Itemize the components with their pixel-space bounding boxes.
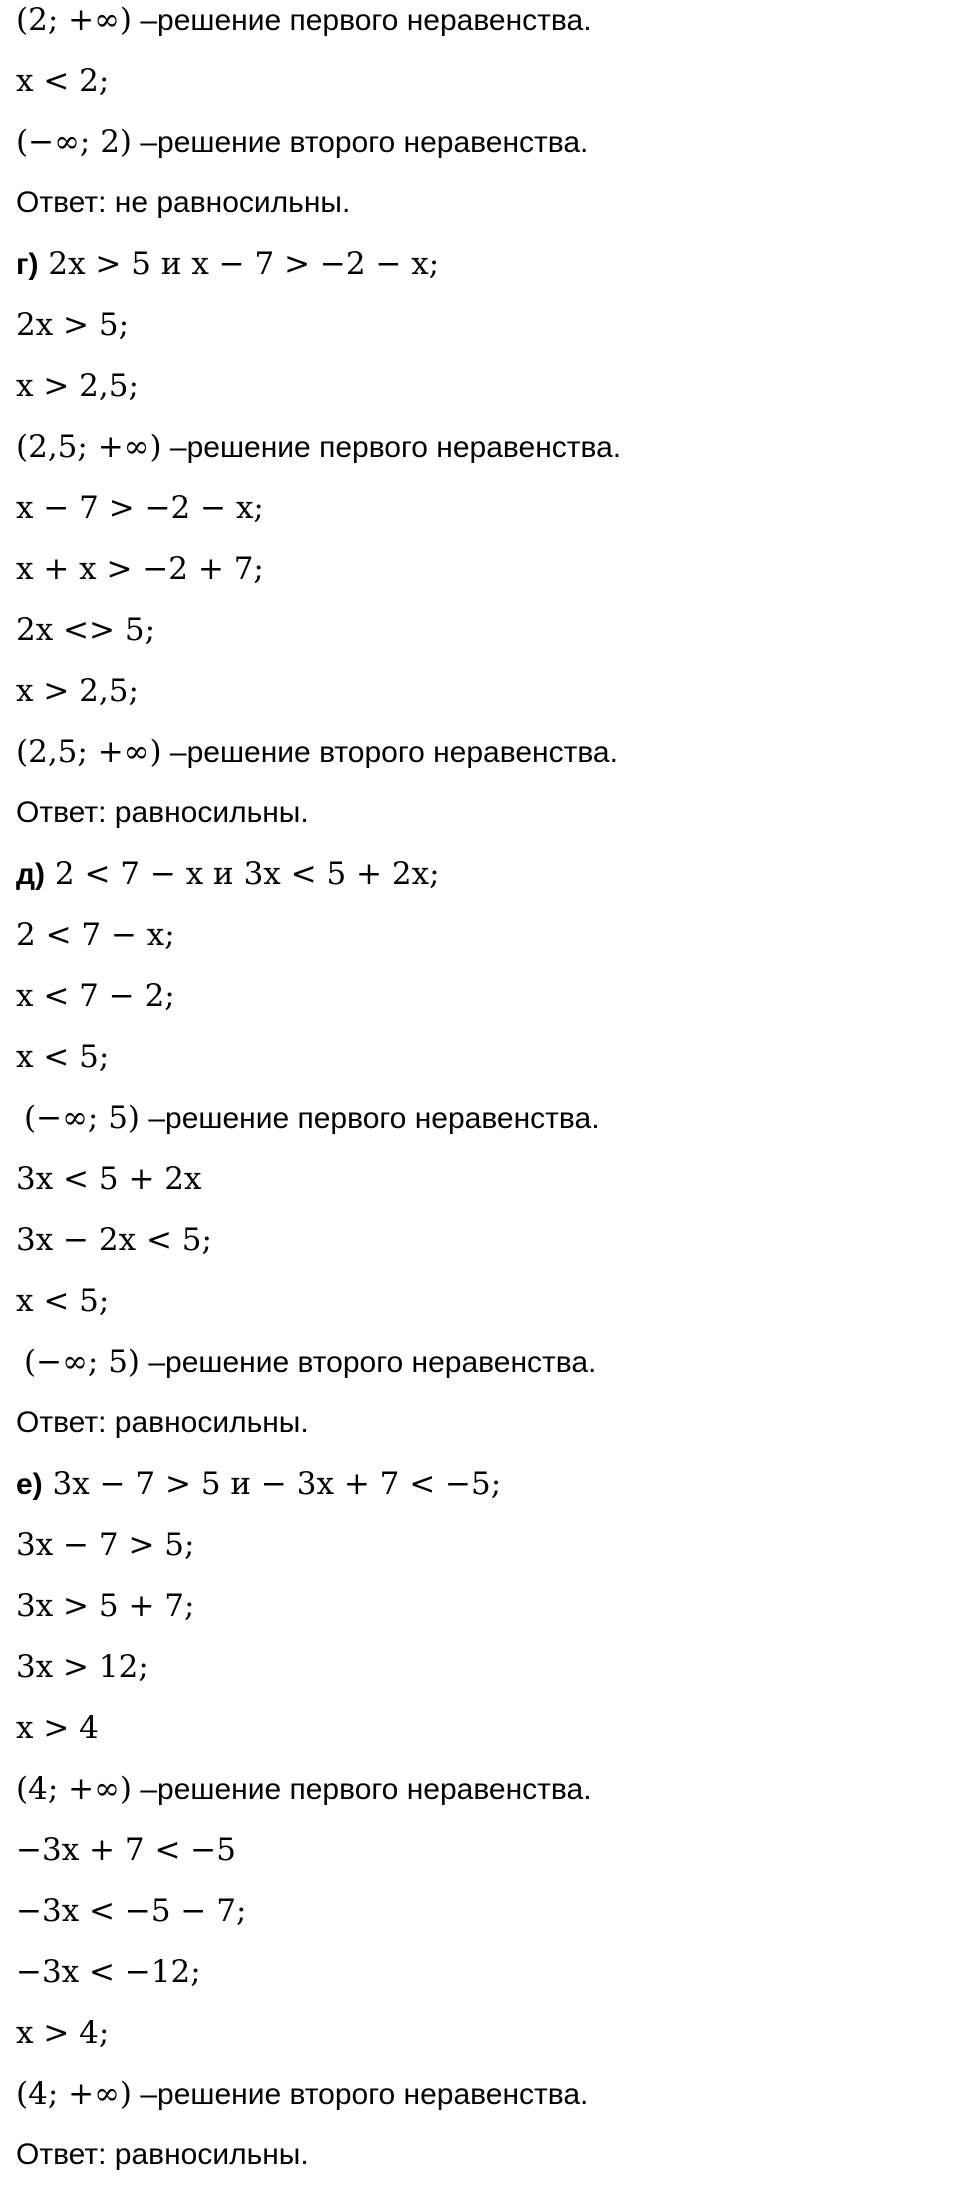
interval-caption: –решение первого неравенства.	[132, 4, 592, 37]
interval: (4; +∞)	[16, 1771, 133, 1807]
interval: (−∞; 5)	[24, 1344, 141, 1380]
solution-line	[16, 671, 139, 711]
solution-line	[16, 122, 588, 162]
interval: (−∞; 2)	[16, 124, 133, 160]
inequality: 2x > 5;	[16, 307, 130, 343]
inequality: x > 2,5;	[16, 673, 139, 709]
interval: (2; +∞)	[16, 2, 133, 38]
inequality: 3x < 5 + 2x	[16, 1161, 202, 1197]
inequality: x < 5;	[16, 1283, 110, 1319]
solution-line	[16, 0, 592, 40]
answer-line	[16, 183, 350, 223]
solution-line	[16, 1159, 202, 1199]
task-heading	[16, 854, 440, 894]
inequality: −3x < −5 − 7;	[16, 1893, 247, 1929]
solution-line	[16, 610, 155, 650]
interval: (−∞; 5)	[24, 1100, 141, 1136]
solution-line	[16, 1525, 194, 1565]
solution-line	[16, 305, 129, 345]
interval: (4; +∞)	[16, 2076, 133, 2112]
solution-line	[16, 366, 139, 406]
solution-line	[16, 732, 618, 772]
inequality: x + x > −2 + 7;	[16, 551, 264, 587]
solution-line	[24, 1342, 596, 1382]
inequality: x < 7 − 2;	[16, 978, 175, 1014]
interval-caption: –решение второго неравенства.	[132, 126, 589, 159]
task-heading	[16, 1464, 501, 1504]
interval-caption: –решение второго неравенства.	[161, 736, 618, 769]
answer-line	[16, 2135, 309, 2175]
interval-caption: –решение первого неравенства.	[140, 1102, 600, 1135]
inequality: −3x < −12;	[16, 1954, 201, 1990]
inequality: x − 7 > −2 − x;	[16, 490, 264, 526]
interval-caption: –решение второго неравенства.	[140, 1346, 597, 1379]
interval-caption: –решение первого неравенства.	[132, 1773, 592, 1806]
solution-line	[16, 61, 109, 101]
inequality: 3x > 5 + 7;	[16, 1588, 195, 1624]
solution-line	[16, 1220, 212, 1260]
solution-line	[16, 2074, 588, 2114]
inequality: x > 4;	[16, 2015, 110, 2051]
solution-line	[16, 1769, 592, 1809]
interval: (2,5; +∞)	[16, 734, 162, 770]
answer-line	[16, 1403, 309, 1443]
solution-line	[16, 1830, 236, 1870]
answer-text: Ответ: равносильны.	[16, 1406, 309, 1439]
solution-line	[16, 1708, 99, 1748]
interval-caption: –решение первого неравенства.	[161, 431, 622, 464]
solution-line	[16, 549, 264, 589]
solution-line	[16, 976, 175, 1016]
answer-text: Ответ: равносильны.	[16, 2138, 309, 2171]
inequality: x < 2;	[16, 63, 110, 99]
inequality: 2x <> 5;	[16, 612, 156, 648]
inequality: 3x > 12;	[16, 1649, 149, 1685]
task-inequalities: 3x − 7 > 5 и − 3x + 7 < −5;	[42, 1466, 502, 1502]
solution-line	[16, 427, 621, 467]
solution-line	[16, 1586, 194, 1626]
task-label: е)	[16, 1468, 43, 1501]
inequality: 2 < 7 − x;	[16, 917, 175, 953]
task-heading	[16, 244, 439, 284]
solution-line	[16, 488, 264, 528]
solution-line	[16, 1037, 109, 1077]
task-inequalities: 2x > 5 и x − 7 > −2 − x;	[38, 246, 440, 282]
task-label: г)	[16, 248, 39, 281]
answer-text: Ответ: равносильны.	[16, 796, 309, 829]
inequality: −3x + 7 < −5	[16, 1832, 236, 1868]
inequality: x < 5;	[16, 1039, 110, 1075]
answer-text: Ответ: не равносильны.	[16, 186, 351, 219]
solution-line	[24, 1098, 600, 1138]
inequality: 3x − 7 > 5;	[16, 1527, 195, 1563]
answer-line	[16, 793, 309, 833]
task-inequalities: 2 < 7 − x и 3x < 5 + 2x;	[45, 856, 440, 892]
solution-line	[16, 1891, 246, 1931]
solution-line	[16, 1281, 109, 1321]
interval: (2,5; +∞)	[16, 429, 162, 465]
solution-line	[16, 2013, 109, 2053]
inequality: x > 2,5;	[16, 368, 139, 404]
interval-caption: –решение второго неравенства.	[132, 2078, 589, 2111]
solution-line	[16, 1647, 149, 1687]
solution-line	[16, 1952, 201, 1992]
solution-line	[16, 915, 175, 955]
inequality: 3x − 2x < 5;	[16, 1222, 212, 1258]
task-label: д)	[16, 858, 46, 891]
inequality: x > 4	[16, 1710, 99, 1746]
